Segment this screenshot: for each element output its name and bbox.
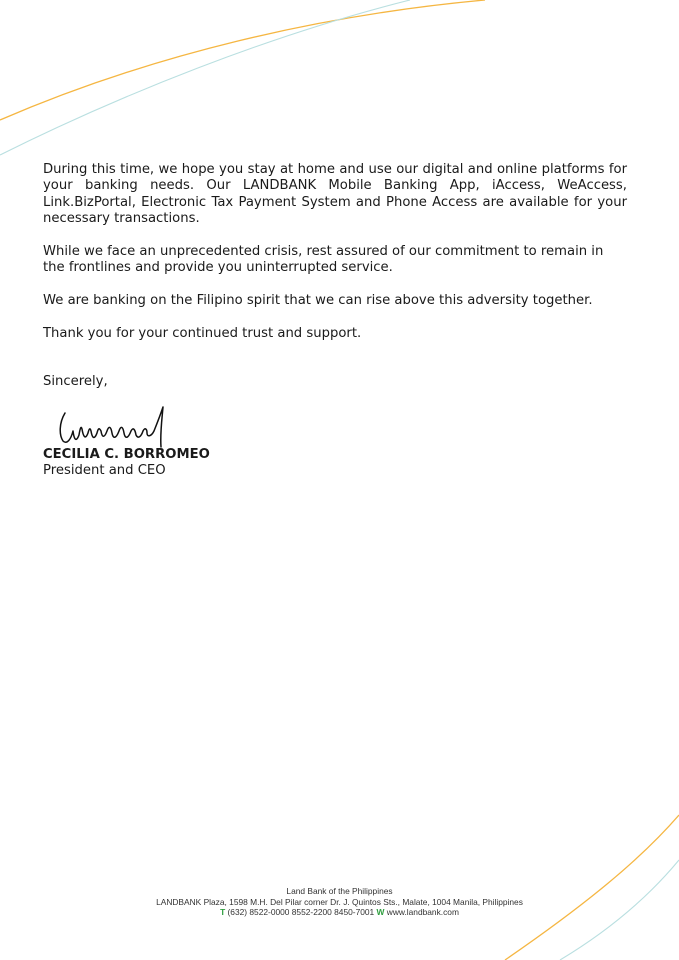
signer-title: President and CEO [43, 463, 166, 479]
footer-org-name: Land Bank of the Philippines [286, 886, 393, 896]
footer-address: LANDBANK Plaza, 1598 M.H. Del Pilar corner Dr. J. Quintos Sts., Malate, 1004 Manila, Philippines [156, 896, 523, 907]
signer-name: CECILIA C. BORROMEO [43, 446, 210, 462]
top-teal-swoosh [0, 0, 410, 155]
letter-body [43, 162, 627, 480]
signature-image [55, 405, 175, 451]
footer-website: www.landbank.com [386, 907, 459, 918]
paragraph-digital-platforms: During this time, we hope you stay at home and use our digital and online platforms for your banking needs. Our LANDBANK Mobile Banking App, iAccess, WeAccess, Link.BizPortal, Electronic Tax Payment System and Phone Access are available for your necessary transactions. [43, 162, 627, 227]
top-orange-swoosh [0, 0, 485, 120]
paragraph-filipino-spirit: We are banking on the Filipino spirit that we can rise above this adversity together. [43, 293, 593, 309]
letterhead-footer [0, 886, 679, 918]
web-label: W [376, 907, 385, 918]
footer-phones: (632) 8522-0000 8552-2200 8450-7001 [227, 907, 375, 918]
paragraph-thank-you: Thank you for your continued trust and support. [43, 326, 362, 342]
closing-salutation: Sincerely, [43, 374, 108, 390]
phone-label: T [220, 907, 226, 918]
paragraph-commitment: While we face an unprecedented crisis, rest assured of our commitment to remain in the frontlines and provide you uninterrupted service. [43, 244, 604, 276]
footer-contact-line [0, 907, 679, 918]
